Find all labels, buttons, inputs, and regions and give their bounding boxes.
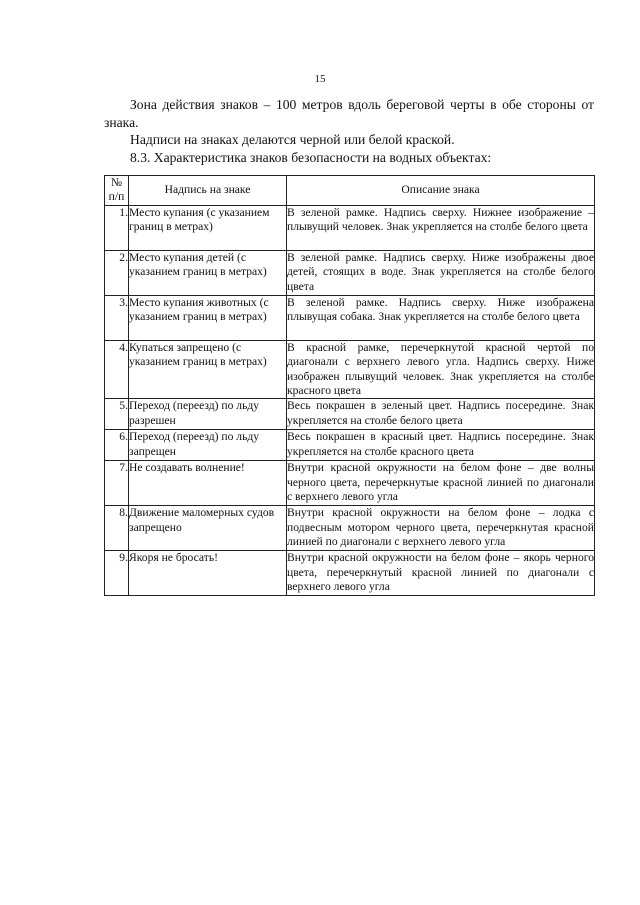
table-row <box>105 205 595 250</box>
table-row <box>105 506 595 551</box>
row-inscription: Якоря не бросать! <box>129 551 287 596</box>
header-number: № п/п <box>105 176 129 206</box>
row-description: В зеленой рамке. Надпись сверху. Ниже изображена плывущая собака. Знак укрепляется на столбе белого цвета <box>287 295 595 340</box>
row-description: Внутри красной окружности на белом фоне – якорь черного цвета, перечеркнутый красной линией по диагонали с верхнего левого угла <box>287 551 595 596</box>
table-row <box>105 461 595 506</box>
row-number: 7. <box>105 461 129 506</box>
row-number: 9. <box>105 551 129 596</box>
row-description: Весь покрашен в красный цвет. Надпись посередине. Знак укрепляется на столбе красного цвета <box>287 430 595 461</box>
intro-text-block <box>104 96 594 166</box>
table-row <box>105 295 595 340</box>
row-inscription: Не создавать волнение! <box>129 461 287 506</box>
page-number: 15 <box>314 73 326 85</box>
row-inscription: Место купания животных (с указанием границ в метрах) <box>129 295 287 340</box>
row-inscription: Переход (переезд) по льду разрешен <box>129 399 287 430</box>
header-inscription: Надпись на знаке <box>129 176 287 206</box>
table-header-row <box>105 176 595 206</box>
signs-table <box>104 175 595 596</box>
row-description: В красной рамке, перечеркнутой красной чертой по диагонали с верхнего левого угла. Надпись сверху. Ниже изображен плывущий человек. Знак укрепляется на столбе красного цвета <box>287 340 594 398</box>
row-number: 4. <box>105 340 129 399</box>
table-row <box>105 250 595 295</box>
table-row <box>105 430 595 461</box>
row-number: 6. <box>105 430 129 461</box>
table-row <box>105 340 595 399</box>
table-row <box>105 551 595 596</box>
row-number: 8. <box>105 506 129 551</box>
row-description: Внутри красной окружности на белом фоне – две волны черного цвета, перечеркнутые красной линией по диагонали с верхнего левого угла <box>287 461 595 506</box>
row-number: 3. <box>105 295 129 340</box>
row-description: В зеленой рамке. Надпись сверху. Ниже изображены двое детей, стоящих в воде. Знак укрепляется на столбе белого цвета <box>287 250 595 295</box>
header-description: Описание знака <box>287 176 595 206</box>
row-inscription: Движение маломерных судов запрещено <box>129 506 287 551</box>
row-inscription: Переход (переезд) по льду запрещен <box>129 430 287 461</box>
row-inscription: Купаться запрещено (с указанием границ в метрах) <box>129 340 287 399</box>
table-row <box>105 399 595 430</box>
inscriptions-paragraph: Надписи на знаках делаются черной или белой краской. <box>130 132 455 147</box>
zone-paragraph: Зона действия знаков – 100 метров вдоль береговой черты в обе стороны от знака. <box>104 97 594 130</box>
row-inscription: Место купания детей (с указанием границ в метрах) <box>129 250 287 295</box>
row-description: В зеленой рамке. Надпись сверху. Нижнее изображение – плывущий человек. Знак укрепляется на столбе белого цвета <box>287 205 595 250</box>
section-heading: 8.3. Характеристика знаков безопасности на водных объектах: <box>130 149 492 165</box>
row-description: Весь покрашен в зеленый цвет. Надпись посередине. Знак укрепляется на столбе белого цвета <box>287 399 595 430</box>
row-number: 2. <box>105 250 129 295</box>
row-description: Внутри красной окружности на белом фоне – лодка с подвесным мотором черного цвета, перечеркнутая красной линией по диагонали с верхнего левого угла <box>287 506 595 551</box>
row-number: 1. <box>105 205 129 250</box>
row-number: 5. <box>105 399 129 430</box>
row-inscription: Место купания (с указанием границ в метрах) <box>129 205 287 250</box>
